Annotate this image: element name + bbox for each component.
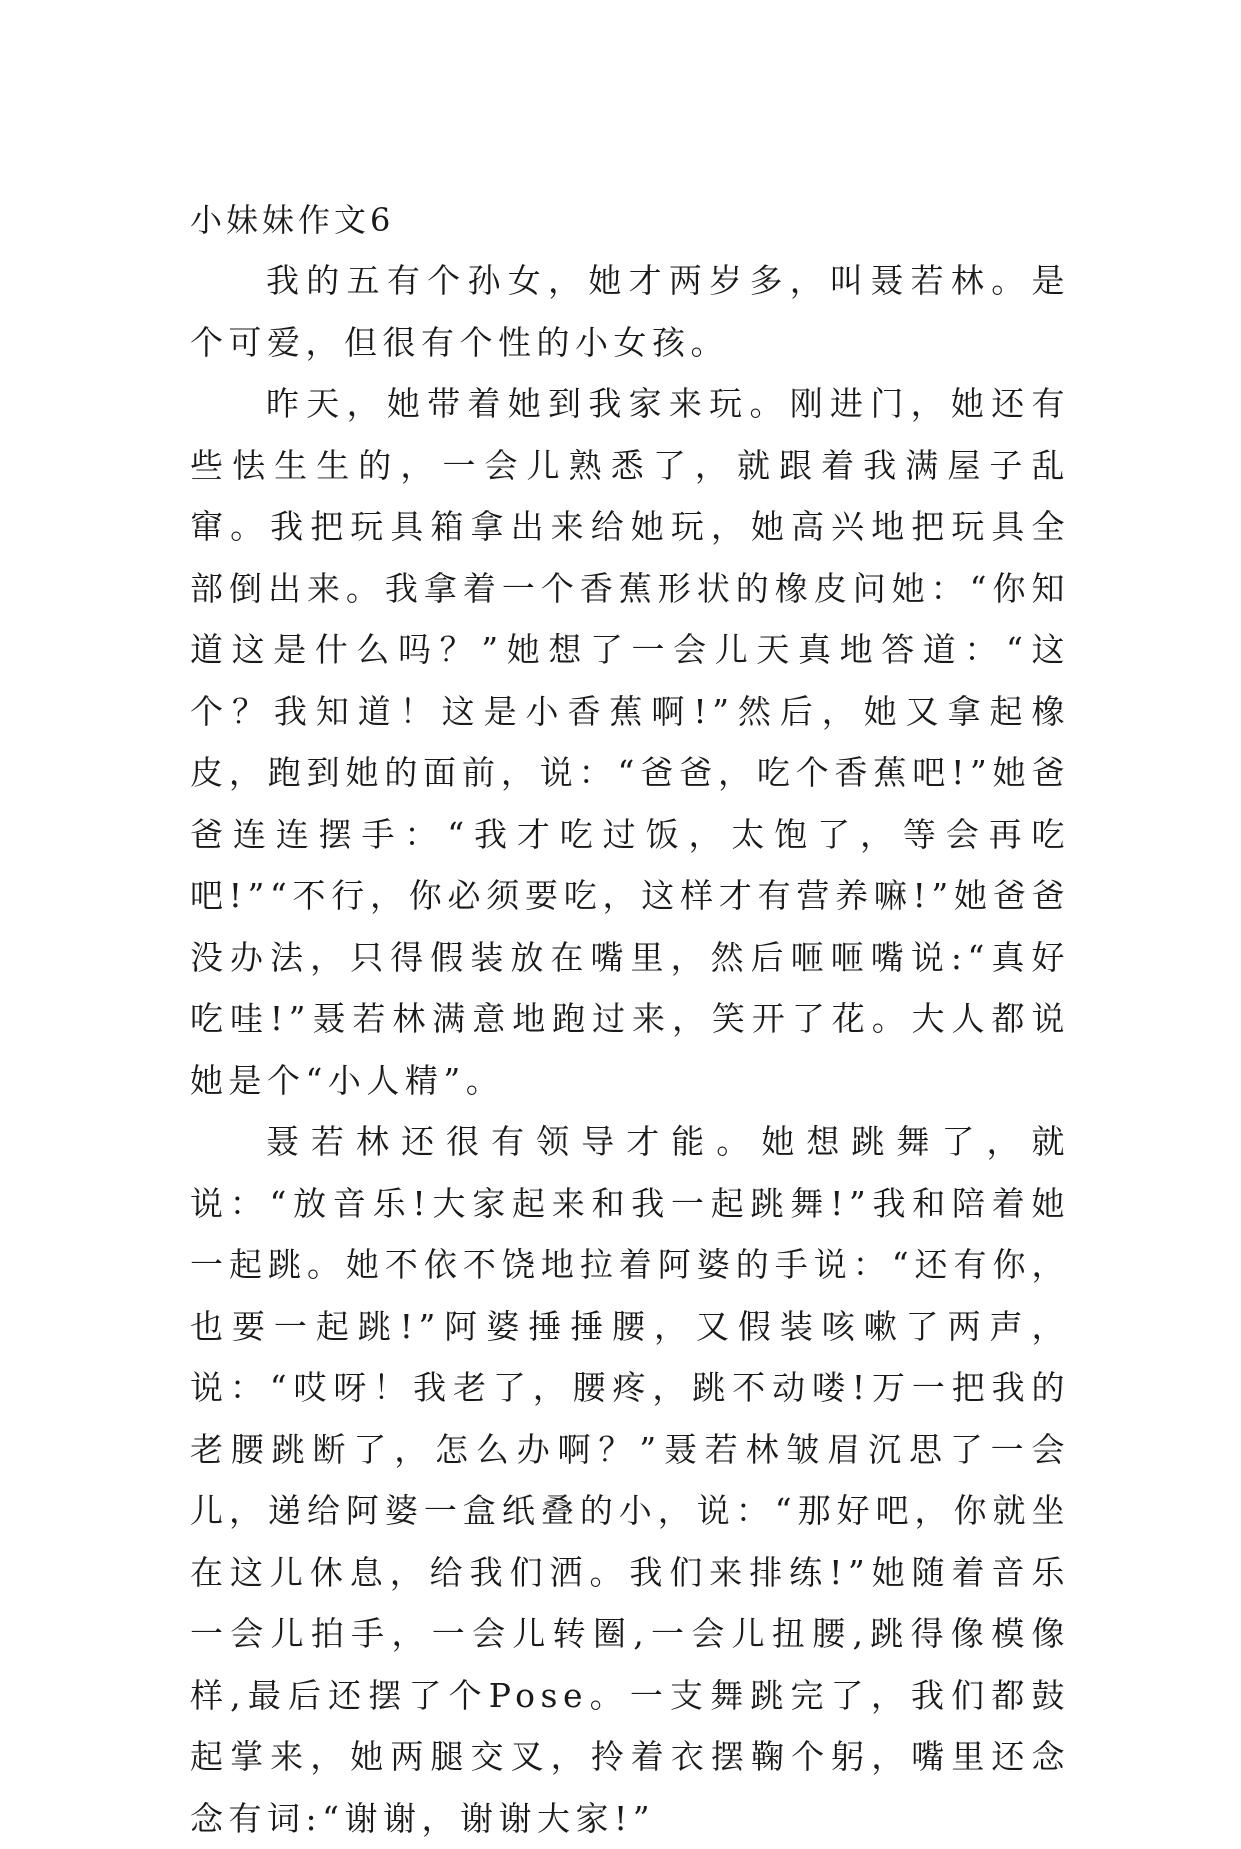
document-title: 小妹妹作文6 (190, 201, 395, 239)
paragraph-intro: 我的五有个孙女，她才两岁多，叫聂若林。是个可爱，但很有个性的小女孩。 (190, 261, 1070, 362)
paragraph-dance-story: 聂若林还很有领导才能。她想跳舞了，就说：“放音乐!大家起来和我一起跳舞!”我和陪着她一起跳。她不依不饶地拉着阿婆的手说：“还有你，也要一起跳!”阿婆捶捶腰，又假装咳嗽了两声，说：“哎呀！我老了，腰疼，跳不动喽!万一把我的老腰跳断了，怎么办啊？”聂若林皱眉沉思了一会儿，递给阿婆一盒纸叠的小，说：“那好吧，你就坐在这儿休息，给我们洒。我们来排练!”她随着音乐一会儿拍手，一会儿转圈,一会儿扭腰,跳得像模像样,最后还摆了个Pose。一支舞跳完了，我们都鼓起掌来，她两腿交叉，拎着衣摆鞠个躬，嘴里还念念有词:“谢谢，谢谢大家!” (190, 1122, 1070, 1838)
paragraph-banana-story: 昨天，她带着她到我家来玩。刚进门，她还有些怯生生的，一会儿熟悉了，就跟着我满屋子乱窜。我把玩具箱拿出来给她玩，她高兴地把玩具全部倒出来。我拿着一个香蕉形状的橡皮问她：“你知道这是什么吗？”她想了一会儿天真地答道：“这个？我知道！这是小香蕉啊!”然后，她又拿起橡皮，跑到她的面前，说：“爸爸，吃个香蕉吧!”她爸爸连连摆手：“我才吃过饭，太饱了，等会再吃吧!”“不行，你必须要吃，这样才有营养嘛!”她爸爸没办法，只得假装放在嘴里，然后咂咂嘴说:“真好吃哇!”聂若林满意地跑过来，笑开了花。大人都说她是个“小人精”。 (190, 384, 1070, 1100)
document-body (190, 190, 1070, 1849)
